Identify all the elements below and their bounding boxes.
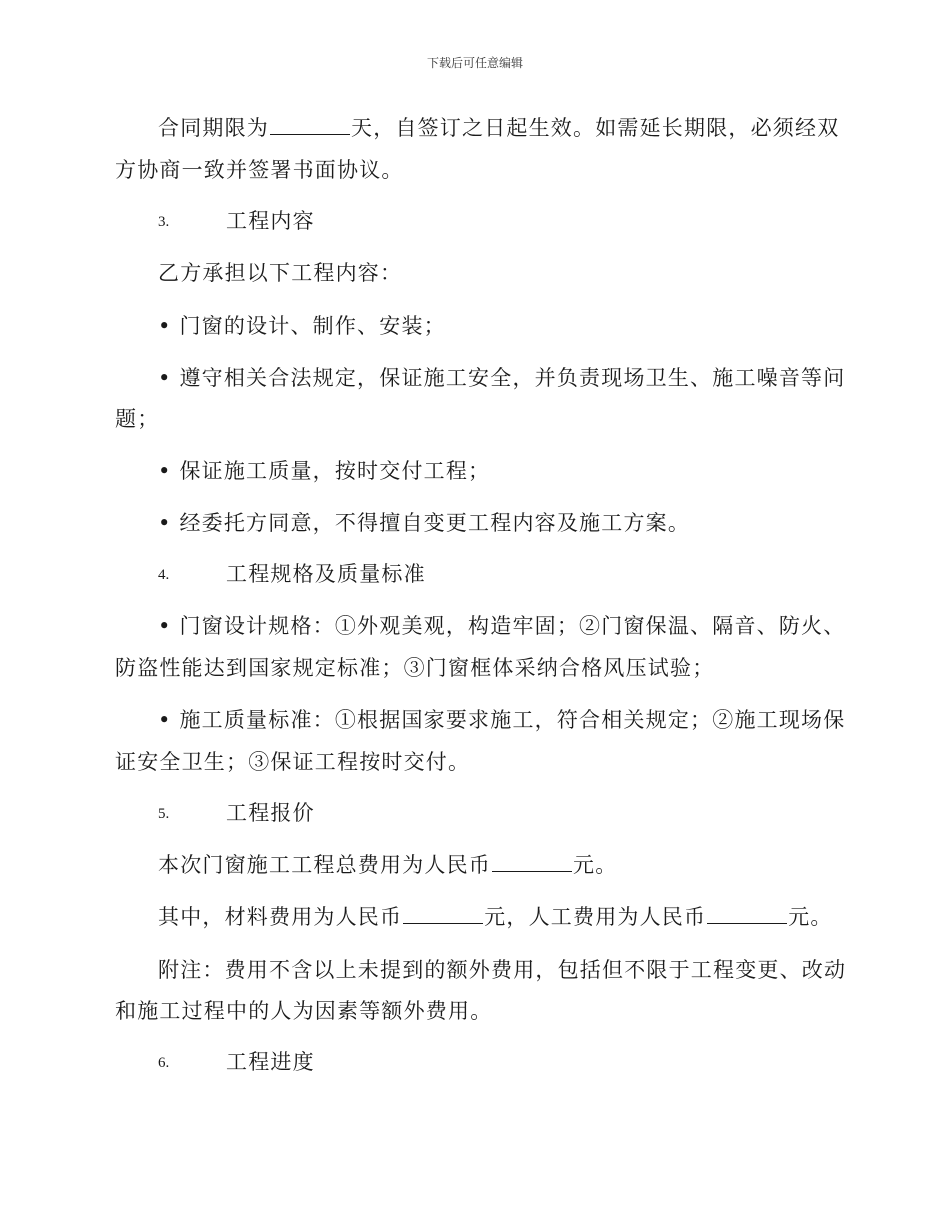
section-4-bullet-1-line-2: 防盗性能达到国家规定标准；③门窗框体采纳合格风压试验； <box>115 656 715 680</box>
section-3-bullet-4: • 经委托方同意，不得擅自变更工程内容及施工方案。 <box>158 511 691 535</box>
total-text-b: 元。 <box>573 853 618 877</box>
section-5-split <box>158 903 833 931</box>
term-days-blank <box>270 114 350 135</box>
total-text-a: 本次门窗施工工程总费用为人民币 <box>158 853 491 877</box>
section-3-bullet-2-line-2: 题； <box>115 407 160 431</box>
section-5-title: 工程报价 <box>226 801 315 825</box>
split-text-a: 其中，材料费用为人民币 <box>158 905 403 929</box>
section-3-number: 3. <box>158 214 170 230</box>
material-cost-blank <box>403 903 483 924</box>
section-6-title: 工程进度 <box>226 1050 315 1074</box>
section-5-note-line-1: 附注：费用不含以上未提到的额外费用，包括但不限于工程变更、改动 <box>158 958 847 982</box>
term-line-1 <box>158 114 839 142</box>
page-header: 下载后可任意编辑 <box>426 56 523 70</box>
section-5-total <box>158 851 617 879</box>
section-4-bullet-2-line-2: 证安全卫生；③保证工程按时交付。 <box>115 750 471 774</box>
section-4-number: 4. <box>158 567 170 583</box>
section-5-note-line-2: 和施工过程中的人为因素等额外费用。 <box>115 999 493 1023</box>
section-6-number: 6. <box>158 1055 170 1071</box>
split-text-b: 元，人工费用为人民币 <box>484 905 707 929</box>
section-4-bullet-2-line-1: • 施工质量标准：①根据国家要求施工，符合相关规定；②施工现场保 <box>158 708 846 732</box>
term-line-2: 方协商一致并签署书面协议。 <box>115 158 404 182</box>
term-text-b: 天，自签订之日起生效。如需延长期限，必须经双 <box>351 116 840 140</box>
section-3-bullet-1: • 门窗的设计、制作、安装； <box>158 314 446 338</box>
labor-cost-blank <box>707 903 787 924</box>
split-text-c: 元。 <box>788 905 833 929</box>
section-4-title: 工程规格及质量标准 <box>226 562 426 586</box>
total-amount-blank <box>492 851 572 872</box>
section-3-intro: 乙方承担以下工程内容： <box>158 261 403 285</box>
section-5-number: 5. <box>158 806 170 822</box>
section-3-title: 工程内容 <box>226 209 315 233</box>
section-3-bullet-2-line-1: • 遵守相关合法规定，保证施工安全，并负责现场卫生、施工噪音等问 <box>158 366 846 390</box>
section-3-bullet-3: • 保证施工质量，按时交付工程； <box>158 459 491 483</box>
term-text-a: 合同期限为 <box>158 116 269 140</box>
section-4-bullet-1-line-1: • 门窗设计规格：①外观美观，构造牢固；②门窗保温、隔音、防火、 <box>158 614 846 638</box>
